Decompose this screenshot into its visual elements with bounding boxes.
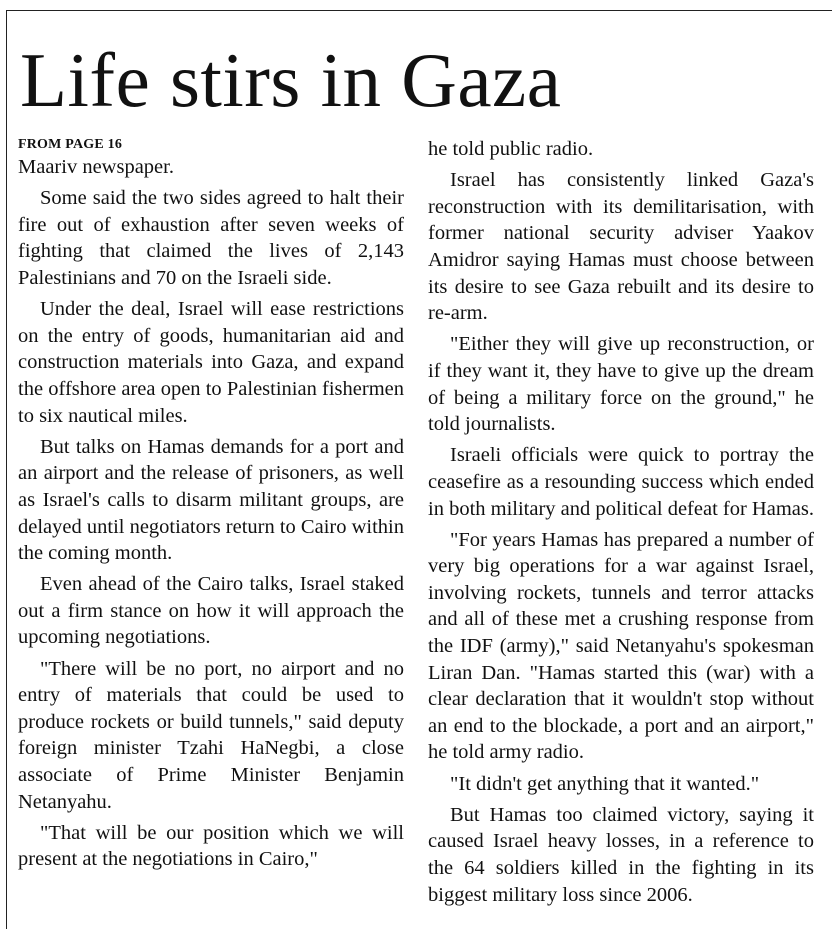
paragraph: Israeli officials were quick to portray the ceasefire as a resounding success which ended in both military and political defeat for Hamas.: [428, 444, 814, 520]
paragraph: he told public radio.: [428, 138, 594, 160]
paragraph: "For years Hamas has prepared a number of very big operations for a war against Israel, involving rockets, tunnels and terror attacks and all of these met a crushing response from the IDF (army)," said Netanyahu's spokesman Liran Dan. "Hamas started this (war) with a clear declaration that it wouldn't stop without an end to the blockade, a port and an airport," he told army radio.: [428, 528, 814, 764]
paragraph: "There will be no port, no airport and no entry of materials that could be used to produce rockets or build tunnels," said deputy foreign minister Tzahi HaNegbi, a close associate of Prime Minister Benjamin Netanyahu.: [18, 657, 404, 813]
paragraph: Israel has consistently linked Gaza's reconstruction with its demilitarisation, with former national security adviser Yaakov Amidror saying Hamas must choose between its desire to see Gaza rebuilt and its desire to re-arm.: [428, 169, 814, 325]
article-column-left: [18, 136, 404, 878]
jump-label: FROM PAGE 16: [18, 137, 123, 152]
paragraph: Some said the two sides agreed to halt their fire out of exhaustion after seven weeks of fighting that claimed the lives of 2,143 Palestinians and 70 on the Israeli side.: [18, 187, 404, 289]
paragraph: "That will be our position which we will present at the negotiations in Cairo,": [18, 821, 404, 871]
paragraph: "It didn't get anything that it wanted.": [450, 772, 760, 795]
paragraph: "Either they will give up reconstruction, or if they want it, they have to give up the dream of being a military force on the ground," he told journalists.: [428, 333, 814, 436]
paragraph: But talks on Hamas demands for a port and an airport and the release of prisoners, as well as Israel's calls to disarm militant groups, are delayed until negotiators return to Cairo within the coming month.: [18, 435, 404, 565]
left-border-rule: [6, 10, 7, 929]
paragraph: But Hamas too claimed victory, saying it caused Israel heavy losses, in a reference to the 64 soldiers killed in the fighting in its biggest military loss since 2006.: [428, 803, 814, 906]
paragraph: Even ahead of the Cairo talks, Israel staked out a firm stance on how it will approach the upcoming negotiations.: [18, 573, 404, 649]
paragraph: Under the deal, Israel will ease restrictions on the entry of goods, humanitarian aid and construction materials into Gaza, and expand the offshore area open to Palestinian fishermen to six nautical miles.: [18, 298, 404, 427]
headline: Life stirs in Gaza: [20, 37, 562, 123]
top-border-rule: [6, 10, 832, 11]
article-column-right: [428, 136, 814, 913]
paragraph: Maariv newspaper.: [18, 156, 174, 178]
